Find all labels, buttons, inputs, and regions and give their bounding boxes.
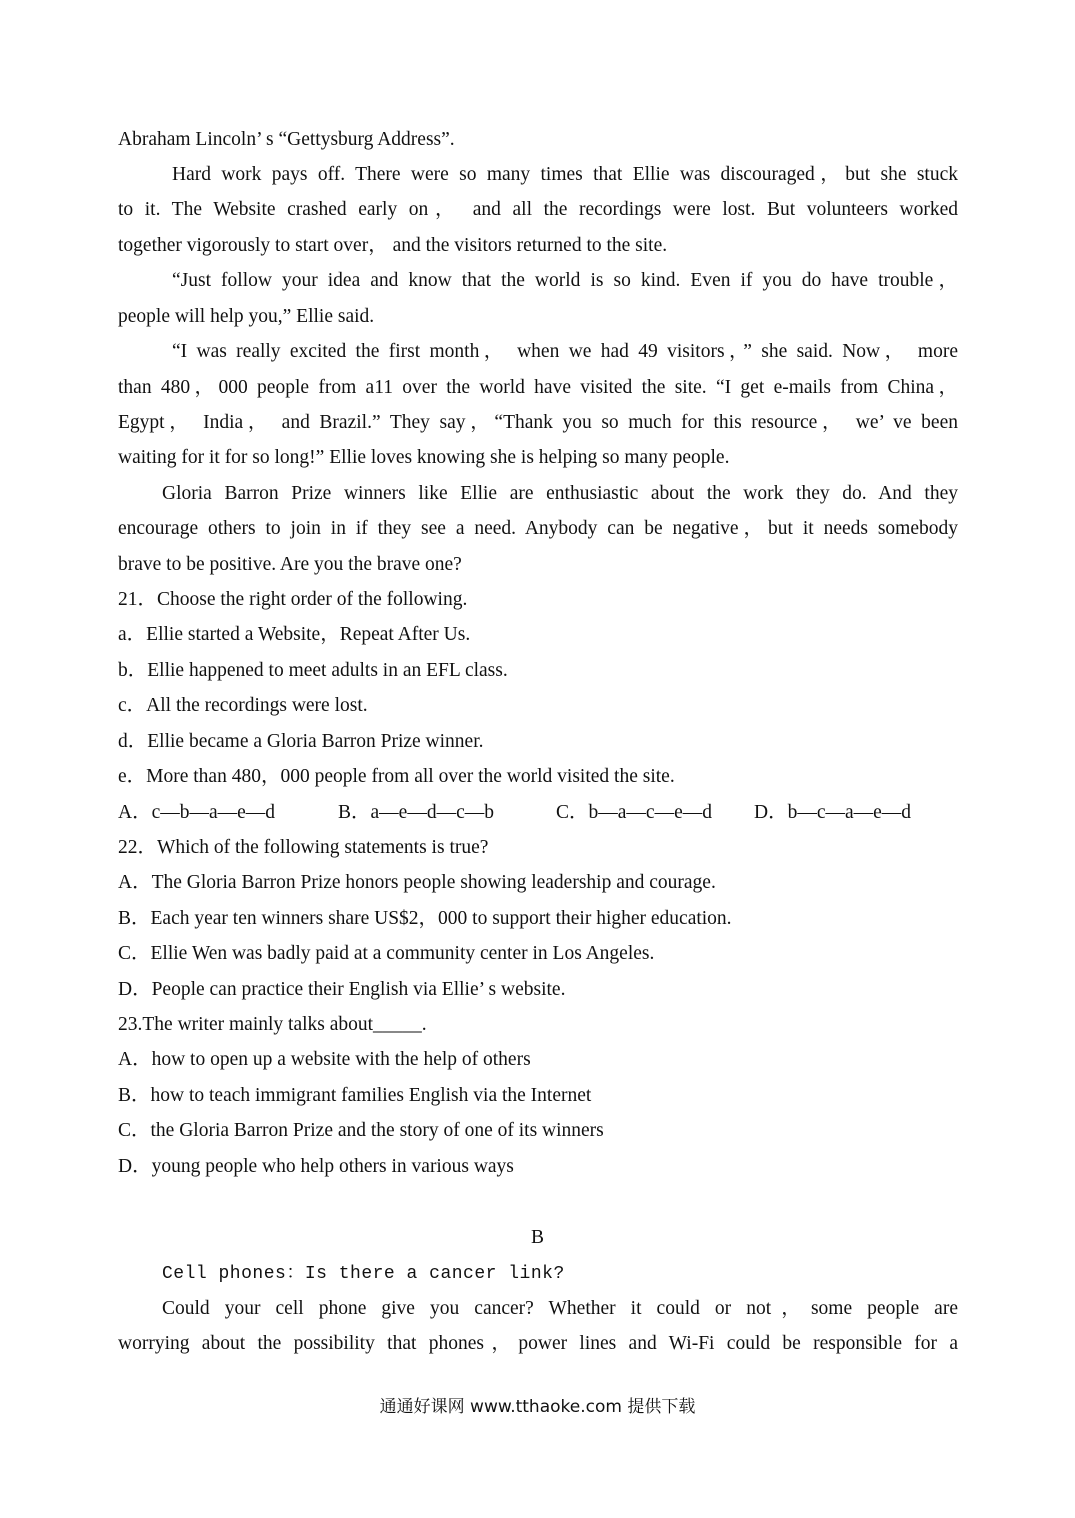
passage-line: waiting for it for so long!” Ellie loves knowing she is helping so many people. xyxy=(118,447,730,468)
q23-option-c[interactable]: C．the Gloria Barron Prize and the story of one of its winners xyxy=(118,1120,604,1141)
q22-option-b[interactable]: B．Each year ten winners share US$2，000 to support their higher education. xyxy=(118,908,732,929)
q21-option-a[interactable]: A．c—b—a—e—d xyxy=(118,802,276,823)
question-22-stem: 22．Which of the following statements is true? xyxy=(118,837,489,858)
question-23-stem: 23.The writer mainly talks about_____. xyxy=(118,1014,427,1035)
passage-line: together vigorously to start over， and the visitors returned to the site. xyxy=(118,235,668,256)
q21-option-c[interactable]: C．b—a—c—e—d xyxy=(556,802,712,823)
section-heading: B xyxy=(530,1227,544,1248)
passage-line: brave to be positive. Are you the brave one? xyxy=(118,554,462,575)
page-footer: 通通好课网 www.tthaoke.com 提供下载 xyxy=(379,1397,696,1417)
q22-option-d[interactable]: D．People can practice their English via Ellie’ s website. xyxy=(118,979,566,1000)
q23-option-d[interactable]: D．young people who help others in various ways xyxy=(118,1156,514,1177)
passage-line: Gloria Barron Prize winners like Ellie are enthusiastic about the work they do. And they xyxy=(162,483,958,504)
passage-line: than 480，000 people from a11 over the world have visited the site. “I get e-mails from China， xyxy=(118,377,958,398)
q21-item-c: c．All the recordings were lost. xyxy=(118,695,368,716)
question-21-stem: 21．Choose the right order of the following. xyxy=(118,589,468,610)
q23-option-a[interactable]: A．how to open up a website with the help of others xyxy=(118,1049,531,1070)
passage-line: “Just follow your idea and know that the world is so kind. Even if you do have trouble， xyxy=(172,270,958,291)
q21-item-d: d．Ellie became a Gloria Barron Prize winner. xyxy=(118,731,484,752)
q21-option-b[interactable]: B．a—e—d—c—b xyxy=(338,802,494,823)
passage-line: people will help you,” Ellie said. xyxy=(118,306,375,327)
passage-line: Abraham Lincoln’ s “Gettysburg Address”. xyxy=(118,129,455,150)
q21-item-b: b．Ellie happened to meet adults in an EFL class. xyxy=(118,660,508,681)
q21-item-e: e．More than 480，000 people from all over the world visited the site. xyxy=(118,766,675,787)
passage-line: encourage others to join in if they see a need. Anybody can be negative，but it needs somebody xyxy=(118,518,958,539)
passage-line: Hard work pays off. There were so many times that Ellie was discouraged，but she stuck xyxy=(172,164,958,185)
q22-option-c[interactable]: C．Ellie Wen was badly paid at a community center in Los Angeles. xyxy=(118,943,655,964)
q21-item-a: a．Ellie started a Website，Repeat After Us. xyxy=(118,624,471,645)
q22-option-a[interactable]: A．The Gloria Barron Prize honors people showing leadership and courage. xyxy=(118,872,716,893)
q23-option-b[interactable]: B．how to teach immigrant families English via the Internet xyxy=(118,1085,592,1106)
q21-option-d[interactable]: D．b—c—a—e—d xyxy=(754,802,912,823)
passage-line: Could your cell phone give you cancer? Whether it could or not，some people are xyxy=(162,1298,958,1319)
passage-line: to it. The Website crashed early on， and all the recordings were lost. But volunteers worked xyxy=(118,199,958,220)
passage-line: worrying about the possibility that phones，power lines and Wi-Fi could be responsible for a xyxy=(118,1333,958,1354)
passage-line: Egypt， India， and Brazil.” They say，“Thank you so much for this resource， we’ ve been xyxy=(118,412,958,433)
section-title: Cell phones：Is there a cancer link? xyxy=(162,1264,565,1284)
passage-line: “I was really excited the first month， when we had 49 visitors，” she said. Now， more xyxy=(172,341,958,362)
